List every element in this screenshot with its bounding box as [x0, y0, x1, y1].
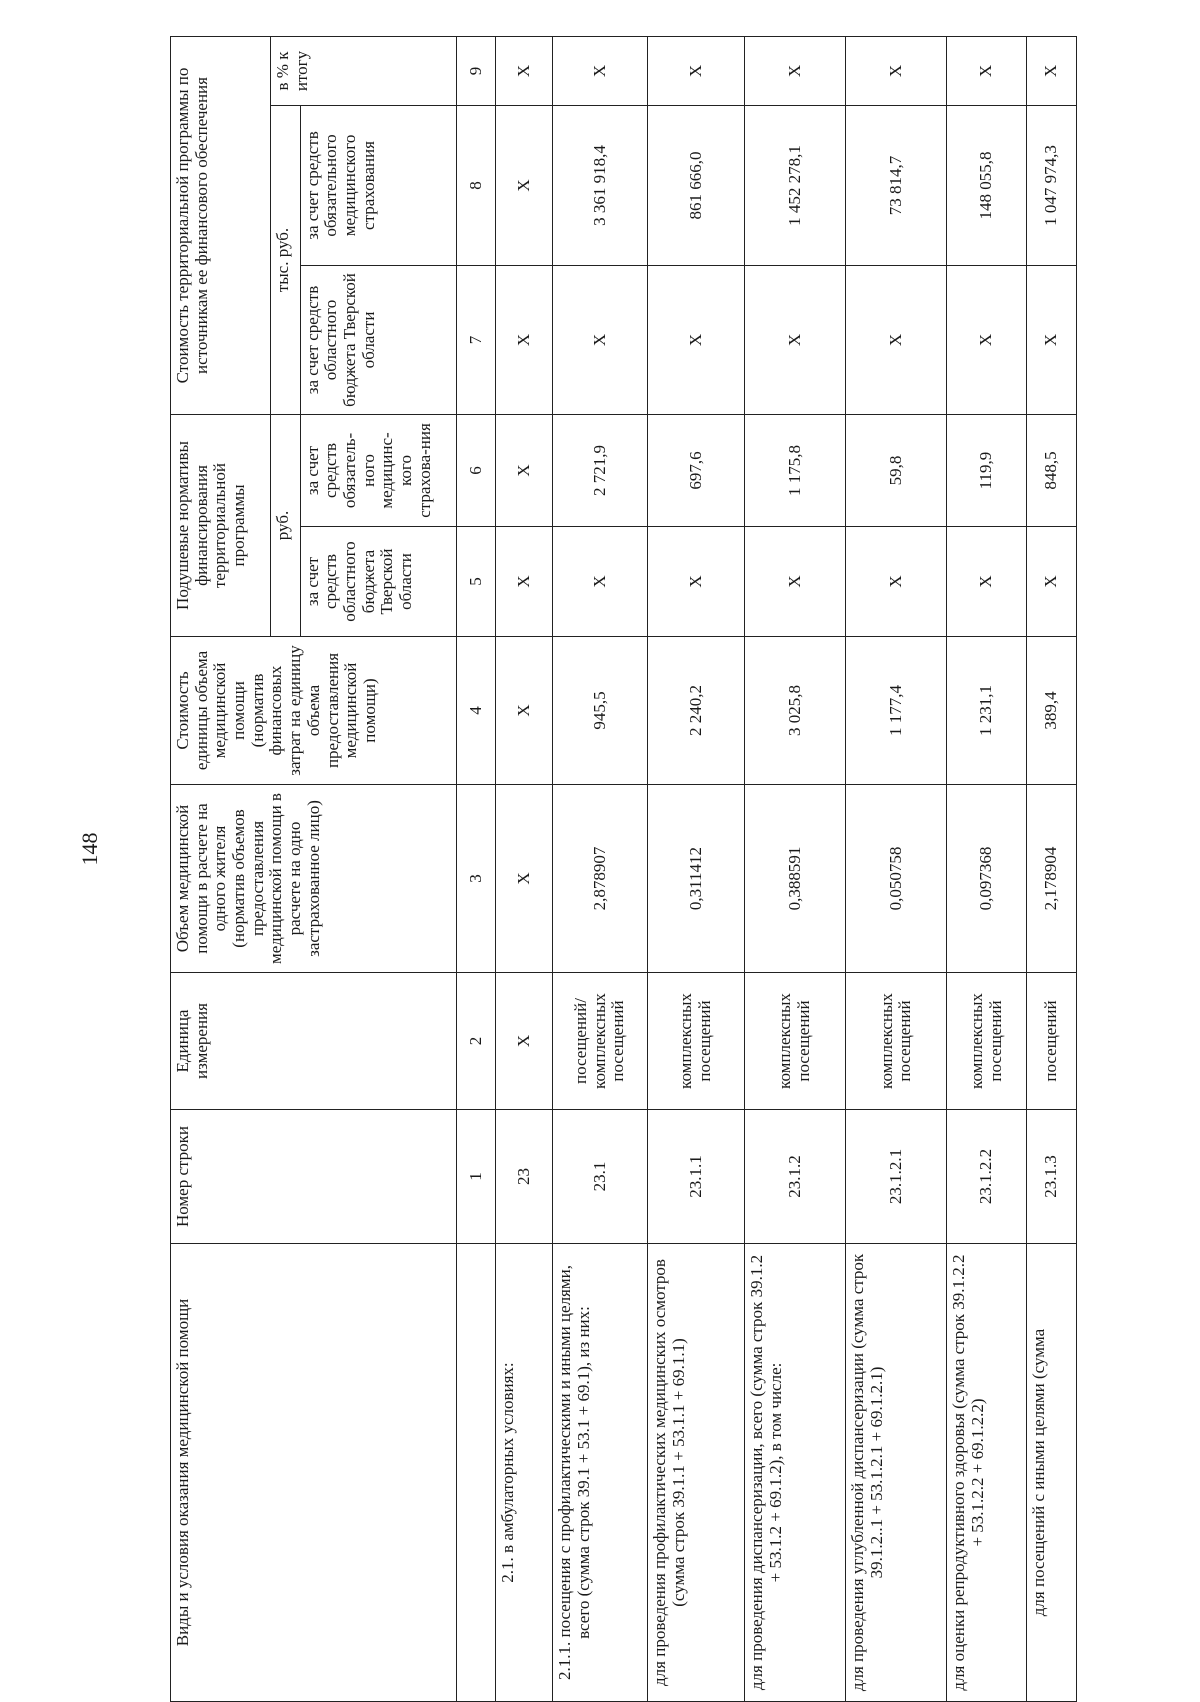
cell-row: 23 — [495, 1110, 552, 1244]
cell-per-capita-oms: 119,9 — [947, 414, 1027, 526]
cell-unit: комплексных посещений — [846, 973, 947, 1110]
header-unit: Единица измерения — [171, 973, 457, 1110]
cell-percent: X — [648, 36, 745, 105]
row-name: для проведения диспансеризации, всего (сумма строк 39.1.2 + 53.1.2 + 69.1.2), в том числе: — [744, 1244, 845, 1702]
column-number: 5 — [457, 527, 496, 637]
cell-per-capita-budget: X — [846, 527, 947, 637]
header-total-cost: Стоимость территориальной программы по источникам ее финансового обеспечения — [171, 36, 271, 414]
rotated-table-container — [170, 37, 1077, 1702]
cell-cost-oms: 861 666,0 — [648, 105, 745, 265]
header-types: Виды и условия оказания медицинской помощи — [171, 1244, 457, 1702]
cell-volume: 0,097368 — [947, 785, 1027, 973]
column-number: 1 — [457, 1110, 496, 1244]
column-number: 3 — [457, 785, 496, 973]
header-cost-budget: за счет средств областного бюджета Тверской области — [300, 265, 457, 414]
cell-per-capita-oms: 848,5 — [1026, 414, 1076, 526]
cell-cost-oms: 3 361 918,4 — [552, 105, 648, 265]
cell-percent: X — [846, 36, 947, 105]
cell-volume: X — [495, 785, 552, 973]
header-percent: в % к итогу — [271, 36, 457, 105]
column-number-blank — [457, 1244, 496, 1702]
cell-cost-budget: X — [744, 265, 845, 414]
row-name: 2.1.1. посещения с профилактическими и иными целями, всего (сумма строк 39.1 + 53.1 + 69.1), из них: — [552, 1244, 648, 1702]
cell-row: 23.1.2.2 — [947, 1110, 1027, 1244]
cell-percent: X — [947, 36, 1027, 105]
financing-table — [170, 36, 1077, 1702]
row-name: для посещений с иными целями (сумма — [1026, 1244, 1076, 1702]
header-thousand-rub: тыс. руб. — [271, 105, 301, 414]
cell-cost: X — [495, 637, 552, 785]
row-name: для оценки репродуктивного здоровья (сумма строк 39.1.2.2 + 53.1.2.2 + 69.1.2.2) — [947, 1244, 1027, 1702]
table-row — [552, 36, 648, 1701]
cell-cost-oms: 1 452 278,1 — [744, 105, 845, 265]
cell-cost-oms: 148 055,8 — [947, 105, 1027, 265]
cell-per-capita-oms: 2 721,9 — [552, 414, 648, 526]
cell-cost-budget: X — [495, 265, 552, 414]
header-per-capita-oms: за счет средств обязатель-ного медицинс-кого страхова-ния — [300, 414, 457, 526]
header-cost: Стоимость единицы объема медицинской помощи (норматив финансовых затрат на единицу объема предоставления медицинской помощи) — [171, 637, 457, 785]
cell-per-capita-budget: X — [648, 527, 745, 637]
cell-percent: X — [495, 36, 552, 105]
cell-row: 23.1.2 — [744, 1110, 845, 1244]
column-number: 2 — [457, 973, 496, 1110]
table-row — [744, 36, 845, 1701]
cell-percent: X — [744, 36, 845, 105]
cell-unit: комплексных посещений — [947, 973, 1027, 1110]
table-row — [846, 36, 947, 1701]
cell-volume: 2,178904 — [1026, 785, 1076, 973]
row-name: для проведения профилактических медицинских осмотров (сумма строк 39.1.1 + 53.1.1 + 69.1.1) — [648, 1244, 745, 1702]
header-per-capita: Подушевые нормативы финансирования территориальной программы — [171, 414, 271, 636]
table-row — [648, 36, 745, 1701]
column-number: 8 — [457, 105, 496, 265]
cell-per-capita-budget: X — [495, 527, 552, 637]
cell-cost-budget: X — [648, 265, 745, 414]
column-number: 4 — [457, 637, 496, 785]
cell-volume: 0,311412 — [648, 785, 745, 973]
header-per-capita-budget: за счет средств областного бюджета Тверской области — [300, 527, 457, 637]
column-number: 9 — [457, 36, 496, 105]
cell-per-capita-budget: X — [947, 527, 1027, 637]
cell-cost: 3 025,8 — [744, 637, 845, 785]
cell-cost-oms: X — [495, 105, 552, 265]
cell-cost: 1 177,4 — [846, 637, 947, 785]
header-volume: Объем медицинской помощи в расчете на одного жителя (норматив объемов предоставления медицинской помощи в расчете на одно застрахованное лицо) — [171, 785, 457, 973]
cell-per-capita-oms: 59,8 — [846, 414, 947, 526]
cell-volume: 0,050758 — [846, 785, 947, 973]
table-row — [1026, 36, 1076, 1701]
cell-unit: комплексных посещений — [744, 973, 845, 1110]
header-row-number: Номер строки — [171, 1110, 457, 1244]
cell-cost: 2 240,2 — [648, 637, 745, 785]
header-rub: руб. — [271, 414, 301, 636]
cell-volume: 2,878907 — [552, 785, 648, 973]
cell-cost-oms: 73 814,7 — [846, 105, 947, 265]
cell-unit: комплексных посещений — [648, 973, 745, 1110]
cell-per-capita-budget: X — [552, 527, 648, 637]
table-row — [947, 36, 1027, 1701]
cell-percent: X — [552, 36, 648, 105]
header-cost-oms: за счет средств обязательного медицинского страхования — [300, 105, 457, 265]
row-name: для проведения углубленной диспансеризации (сумма строк 39.1.2..1 + 53.1.2.1 + 69.1.2.1) — [846, 1244, 947, 1702]
cell-unit: посещений/ комплексных посещений — [552, 973, 648, 1110]
cell-volume: 0,388591 — [744, 785, 845, 973]
cell-row: 23.1.1 — [648, 1110, 745, 1244]
row-name: 2.1. в амбулаторных условиях: — [495, 1244, 552, 1702]
cell-per-capita-budget: X — [1026, 527, 1076, 637]
cell-unit: посещений — [1026, 973, 1076, 1110]
table-row — [495, 36, 552, 1701]
cell-cost-budget: X — [947, 265, 1027, 414]
cell-row: 23.1.3 — [1026, 1110, 1076, 1244]
column-number: 7 — [457, 265, 496, 414]
cell-cost-oms: 1 047 974,3 — [1026, 105, 1076, 265]
cell-row: 23.1.2.1 — [846, 1110, 947, 1244]
cell-per-capita-oms: 1 175,8 — [744, 414, 845, 526]
cell-per-capita-oms: 697,6 — [648, 414, 745, 526]
page-number: 148 — [77, 832, 102, 866]
cell-cost-budget: X — [846, 265, 947, 414]
cell-cost: 1 231,1 — [947, 637, 1027, 785]
cell-unit: X — [495, 973, 552, 1110]
cell-per-capita-oms: X — [495, 414, 552, 526]
cell-per-capita-budget: X — [744, 527, 845, 637]
cell-cost: 945,5 — [552, 637, 648, 785]
cell-cost-budget: X — [1026, 265, 1076, 414]
column-number: 6 — [457, 414, 496, 526]
cell-cost: 389,4 — [1026, 637, 1076, 785]
cell-row: 23.1 — [552, 1110, 648, 1244]
cell-percent: X — [1026, 36, 1076, 105]
cell-cost-budget: X — [552, 265, 648, 414]
